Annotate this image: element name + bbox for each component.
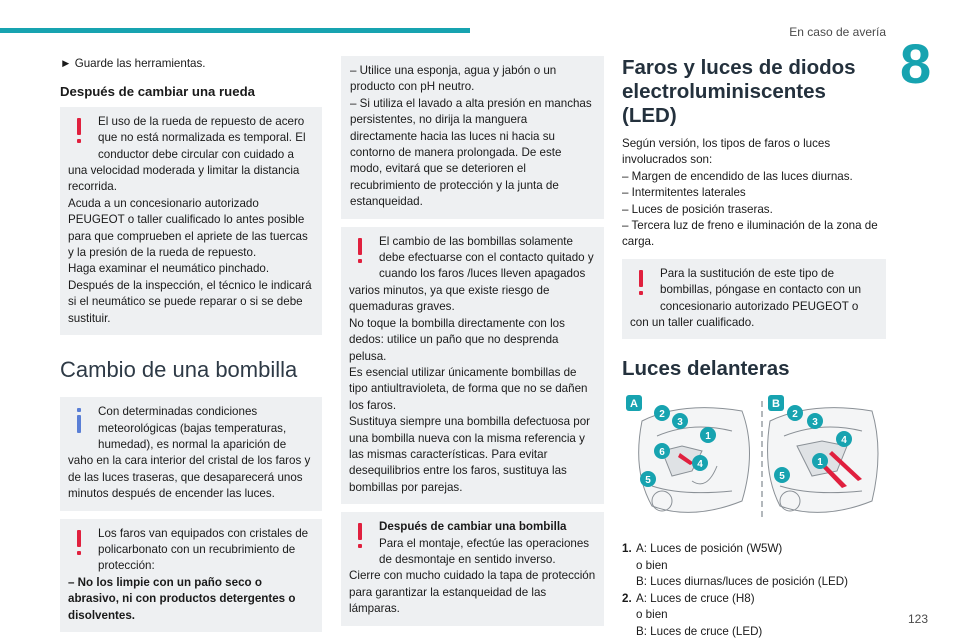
warning-text: Después de la inspección, el técnico le indicará si el neumático se puede reparar o si se debe sustituir. [68, 278, 312, 325]
warning-box-bulb-change [341, 227, 604, 505]
callout-number: 4 [697, 459, 703, 471]
callout-number: 5 [779, 471, 785, 483]
intro-line: Según versión, los tipos de faros o luces involucrados son: [622, 137, 831, 167]
intro-line: – Luces de posición traseras. [622, 202, 773, 216]
heading-front-lights: Luces delanteras [622, 357, 790, 381]
label-b-badge [768, 395, 784, 411]
led-intro [622, 136, 886, 251]
warning-text: Acuda a un concesionario autorizado PEUGEOT o taller cualificado lo antes posible para que comprueben el apriete de las tuercas y la presión de la rueda de repuesto. [68, 196, 308, 260]
heading-led-lights: Faros y luces de diodos electroluminiscentes (LED) [622, 56, 856, 127]
callout-number: 1 [817, 457, 823, 469]
warning-icon [349, 521, 371, 553]
warning-text: Es esencial utilizar únicamente bombillas de tipo antiultravioleta, de forma que no se dañen los faros. [349, 365, 588, 412]
list-line: A: Luces de posición (W5W) [636, 542, 783, 556]
callout-number: 3 [812, 417, 818, 429]
warning-text: Para la sustitución de este tipo de bombillas, póngase en contacto con un concesionario autorizado PEUGEOT o con un taller cualificado. [630, 266, 862, 330]
callout-number: 1 [705, 431, 711, 443]
warning-title: Después de cambiar una bombilla [379, 520, 567, 534]
list-number: 2. [622, 591, 632, 605]
header-accent-bar [0, 28, 470, 33]
headlight-figure [622, 391, 886, 531]
callout-number: 6 [659, 447, 665, 459]
warning-text: El uso de la rueda de repuesto de acero que no está normalizada es temporal. El conductor debe circular con cuidado a una velocidad moderada y limitar la distancia recorrida. [68, 114, 306, 194]
section-title: En caso de avería [789, 25, 886, 39]
column-1 [60, 56, 322, 640]
warning-text: El cambio de las bombillas solamente debe efectuarse con el contacto quitado y cuando los faros /luces lleven apagados varios minutos, ya que existe riesgo de quemaduras graves. [349, 234, 594, 314]
label-a-badge [626, 395, 642, 411]
column-2 [341, 56, 604, 634]
intro-line: – Margen de encendido de las luces diurnas. [622, 169, 853, 183]
intro-line: – Intermitentes laterales [622, 186, 746, 200]
callout-number: 5 [645, 475, 651, 487]
warning-text: Los faros van equipados con cristales de policarbonato con un recubrimiento de protección: [98, 526, 309, 573]
label-b: B [772, 398, 780, 411]
list-number: 1. [622, 542, 632, 556]
column-3 [622, 56, 886, 640]
warning-icon [68, 528, 90, 560]
warning-text: Para el montaje, efectúe las operaciones de desmontaje en sentido inverso. [379, 536, 590, 566]
warning-text: No toque la bombilla directamente con los dedos: utilice un paño que no desprenda pelusa. [349, 316, 565, 363]
list-item [622, 591, 886, 640]
bullet-store-tools: ► Guarde las herramientas. [60, 57, 206, 70]
warning-box-spare-wheel [60, 107, 322, 335]
chapter-number: 8 [900, 32, 932, 95]
warning-box-after-bulb [341, 512, 604, 625]
front-lights-list [622, 541, 886, 639]
warning-text: Haga examinar el neumático pinchado. [68, 262, 270, 276]
warning-box-polycarbonate [60, 519, 322, 632]
callout-number: 3 [677, 417, 683, 429]
warning-text: Cierre con mucho cuidado la tapa de protección para garantizar la estanqueidad de las lámparas. [349, 569, 596, 616]
label-a: A [630, 398, 638, 411]
cleaning-box [341, 56, 604, 219]
heading-bulb-change: Cambio de una bombilla [60, 357, 298, 383]
page-number: 123 [907, 612, 928, 626]
info-icon [68, 406, 90, 438]
cleaning-text: – Utilice una esponja, agua y jabón o un producto con pH neutro. [350, 64, 557, 94]
warning-bold-text: – No los limpie con un paño seco o abrasivo, ni con productos detergentes o disolventes. [68, 575, 296, 622]
warning-text: Sustituya siempre una bombilla defectuosa por una bombilla nueva con la misma referencia y las mismas características. Para evitar desequilibrios entre los faros, sustituya las bombillas por parejas. [349, 415, 591, 494]
list-item [622, 541, 886, 590]
warning-icon [630, 268, 652, 300]
info-text: Con determinadas condiciones meteorológicas (bajas temperaturas, humedad), es normal la aparición de vaho en la cara interior del cristal de los faros y de las luces traseras, que desaparecerá unos minutos después de encender las luces. [68, 405, 311, 501]
list-line: B: Luces de cruce (LED) [636, 624, 763, 638]
headlight-illustration [622, 391, 886, 531]
list-line: A: Luces de cruce (H8) [636, 591, 755, 605]
list-line: o bien [636, 558, 668, 572]
list-line: o bien [636, 608, 668, 622]
warning-box-led [622, 259, 886, 340]
list-line: B: Luces diurnas/luces de posición (LED) [636, 575, 849, 589]
intro-line: – Tercera luz de freno e iluminación de la zona de carga. [622, 219, 878, 249]
cleaning-text: – Si utiliza el lavado a alta presión en manchas persistentes, no dirija la manguera directamente hacia las luces ni hacia su contorno de manera prolongada. De este modo, evitará que se deterioren el recubrimiento de protección y la junta de estanqueidad. [350, 96, 592, 209]
callout-number: 2 [659, 409, 665, 421]
warning-icon [349, 236, 371, 268]
callout-number: 2 [792, 409, 798, 421]
callout-number: 4 [841, 435, 847, 447]
info-box-condensation [60, 397, 322, 510]
heading-after-wheel-change: Después de cambiar una rueda [60, 84, 255, 100]
warning-icon [68, 116, 90, 148]
